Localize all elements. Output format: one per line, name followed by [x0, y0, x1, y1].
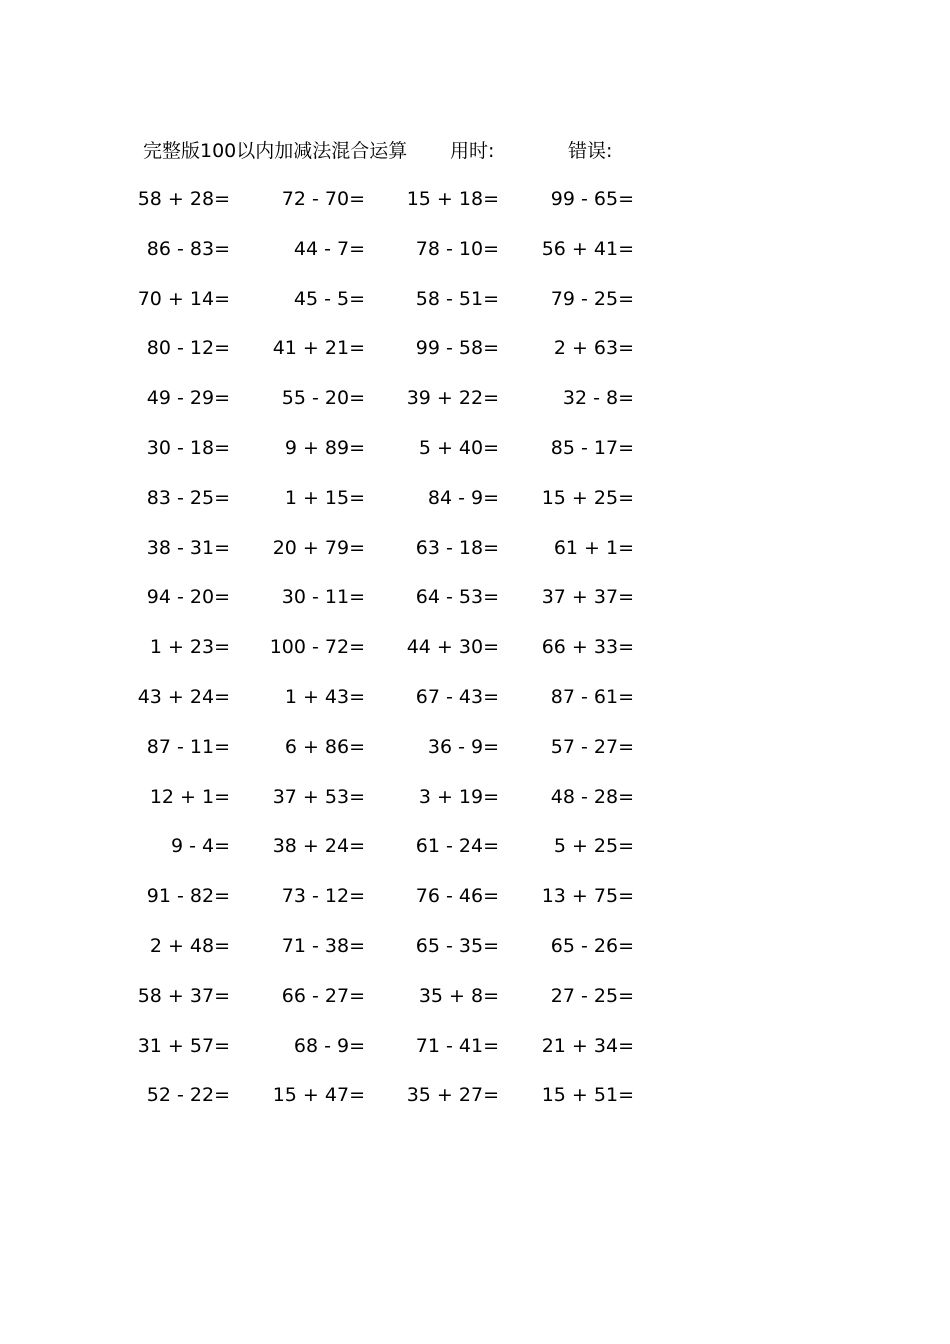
problem: 35 + 8= [418, 984, 499, 1007]
problem: 37 + 37= [541, 586, 634, 609]
problem-row [0, 783, 950, 833]
problem: 83 - 25= [146, 486, 230, 509]
problem: 44 - 7= [293, 237, 365, 260]
problem: 20 + 79= [272, 536, 365, 559]
problem-row [0, 534, 950, 584]
problem: 72 - 70= [281, 188, 365, 210]
worksheet-header [0, 136, 950, 166]
problem: 35 + 27= [406, 1084, 499, 1107]
problem: 43 + 24= [137, 685, 230, 708]
problem: 49 - 29= [146, 387, 230, 410]
problem-row [0, 882, 950, 932]
problem-row [0, 1081, 950, 1131]
problem: 37 + 53= [272, 785, 365, 808]
problem: 15 + 47= [272, 1084, 365, 1107]
problem-grid [0, 185, 950, 1131]
problem: 71 - 38= [281, 934, 365, 957]
problem: 41 + 21= [272, 337, 365, 360]
problem: 64 - 53= [415, 586, 499, 609]
problem-row [0, 235, 950, 285]
problem-row [0, 334, 950, 384]
problem: 78 - 10= [415, 237, 499, 260]
problem-row [0, 633, 950, 683]
problem: 80 - 12= [146, 337, 230, 360]
problem: 3 + 19= [418, 785, 499, 808]
problem: 5 + 40= [418, 436, 499, 459]
problem: 100 - 72= [269, 636, 365, 659]
problem: 15 + 18= [406, 188, 499, 210]
problem: 2 + 48= [149, 934, 230, 957]
problem: 5 + 25= [553, 835, 634, 858]
problem-row [0, 1032, 950, 1082]
problem: 68 - 9= [293, 1034, 365, 1057]
problem: 45 - 5= [293, 287, 365, 310]
problem: 27 - 25= [550, 984, 634, 1007]
problem-row [0, 683, 950, 733]
problem: 66 - 27= [281, 984, 365, 1007]
problem: 9 - 4= [170, 835, 230, 858]
problem: 31 + 57= [137, 1034, 230, 1057]
problem: 86 - 83= [146, 237, 230, 260]
problem: 1 + 43= [284, 685, 365, 708]
problem-row [0, 285, 950, 335]
problem: 6 + 86= [284, 735, 365, 758]
problem: 15 + 51= [541, 1084, 634, 1107]
problem: 48 - 28= [550, 785, 634, 808]
problem: 36 - 9= [427, 735, 499, 758]
problem-row [0, 733, 950, 783]
problem: 38 + 24= [272, 835, 365, 858]
problem: 38 - 31= [146, 536, 230, 559]
problem: 1 + 15= [284, 486, 365, 509]
problem: 61 + 1= [553, 536, 634, 559]
problem: 87 - 11= [146, 735, 230, 758]
problem: 65 - 26= [550, 934, 634, 957]
problem: 94 - 20= [146, 586, 230, 609]
problem-row [0, 583, 950, 633]
time-label: 用时: [450, 140, 495, 162]
problem: 65 - 35= [415, 934, 499, 957]
problem: 85 - 17= [550, 436, 634, 459]
problem-row [0, 384, 950, 434]
problem: 73 - 12= [281, 885, 365, 908]
problem-row [0, 434, 950, 484]
problem: 57 - 27= [550, 735, 634, 758]
problem: 99 - 58= [415, 337, 499, 360]
problem: 44 + 30= [406, 636, 499, 659]
problem: 58 - 51= [415, 287, 499, 310]
problem: 2 + 63= [553, 337, 634, 360]
problem: 56 + 41= [541, 237, 634, 260]
problem: 66 + 33= [541, 636, 634, 659]
problem: 84 - 9= [427, 486, 499, 509]
problem-row [0, 982, 950, 1032]
problem: 30 - 11= [281, 586, 365, 609]
problem: 63 - 18= [415, 536, 499, 559]
problem: 70 + 14= [137, 287, 230, 310]
problem: 32 - 8= [562, 387, 634, 410]
problem: 15 + 25= [541, 486, 634, 509]
problem: 39 + 22= [406, 387, 499, 410]
problem: 21 + 34= [541, 1034, 634, 1057]
problem-row [0, 185, 950, 235]
problem: 76 - 46= [415, 885, 499, 908]
problem: 91 - 82= [146, 885, 230, 908]
problem: 30 - 18= [146, 436, 230, 459]
problem: 61 - 24= [415, 835, 499, 858]
problem: 1 + 23= [149, 636, 230, 659]
problem: 55 - 20= [281, 387, 365, 410]
problem-row [0, 832, 950, 882]
problem: 79 - 25= [550, 287, 634, 310]
worksheet-title: 完整版100以内加减法混合运算 [143, 140, 408, 162]
problem: 99 - 65= [550, 188, 634, 210]
problem: 87 - 61= [550, 685, 634, 708]
problem-row [0, 484, 950, 534]
problem: 12 + 1= [149, 785, 230, 808]
problem: 58 + 28= [137, 188, 230, 210]
problem: 9 + 89= [284, 436, 365, 459]
problem-row [0, 932, 950, 982]
problem: 71 - 41= [415, 1034, 499, 1057]
problem: 67 - 43= [415, 685, 499, 708]
problem: 13 + 75= [541, 885, 634, 908]
problem: 58 + 37= [137, 984, 230, 1007]
errors-label: 错误: [568, 140, 613, 162]
problem: 52 - 22= [146, 1084, 230, 1107]
